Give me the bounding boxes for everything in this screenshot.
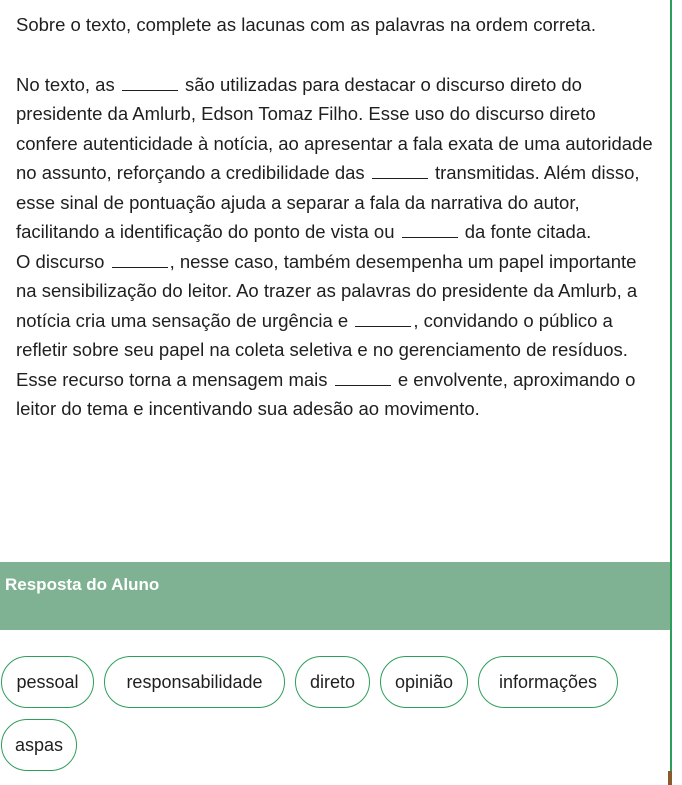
option-chip[interactable]: responsabilidade [104,656,285,708]
blank-5 [355,311,411,327]
option-chip[interactable]: aspas [1,719,77,771]
p2-text-1: O discurso [16,250,105,272]
p1-text-1: No texto, as [16,73,115,95]
question-instruction: Sobre o texto, complete as lacunas com as palavras na ordem correta. [16,14,596,35]
p1-text-2: são utilizadas para destacar o discurso direto do presidente da Amlurb, Edson Tomaz Filho. Esse uso do discurso direto confere autenticidade à notícia, ao apresentar a fala exata de uma autoridade no assunto, reforçando a credibilidade das [16,73,653,183]
question-text [16,10,656,424]
p2-text-2: , nesse caso, também desempenha um papel importante na sensibilização do leitor. Ao trazer as palavras do presidente da Amlurb, a notícia cria uma sensação de urgência e [16,250,638,331]
p1-text-4: da fonte citada. [464,221,592,242]
blank-4 [112,252,168,268]
blank-1 [122,75,178,91]
blank-3 [402,222,458,238]
option-chip[interactable]: opinião [380,656,468,708]
option-chip[interactable]: informações [478,656,618,708]
paragraph-2 [16,247,656,424]
answer-header: Resposta do Aluno [0,562,670,630]
blank-6 [335,370,391,386]
p1-text-3: transmitidas. Além disso, esse sinal de pontuação ajuda a separar a fala da narrativa do autor, facilitando a identificação do ponto de vista ou [16,162,640,242]
p2-text-3: , convidando o público a refletir sobre seu papel na coleta seletiva e no gerenciamento de resíduos. Esse recurso torna a mensagem mais [16,309,628,390]
paragraph-1 [16,70,656,247]
p2-text-4: e envolvente, aproximando o leitor do tema e incentivando sua adesão ao movimento. [16,368,636,419]
blank-2 [372,163,428,179]
panel-right-border [670,0,672,785]
option-chip[interactable]: direto [295,656,370,708]
option-chip[interactable]: pessoal [1,656,94,708]
corner-mark [668,771,672,785]
